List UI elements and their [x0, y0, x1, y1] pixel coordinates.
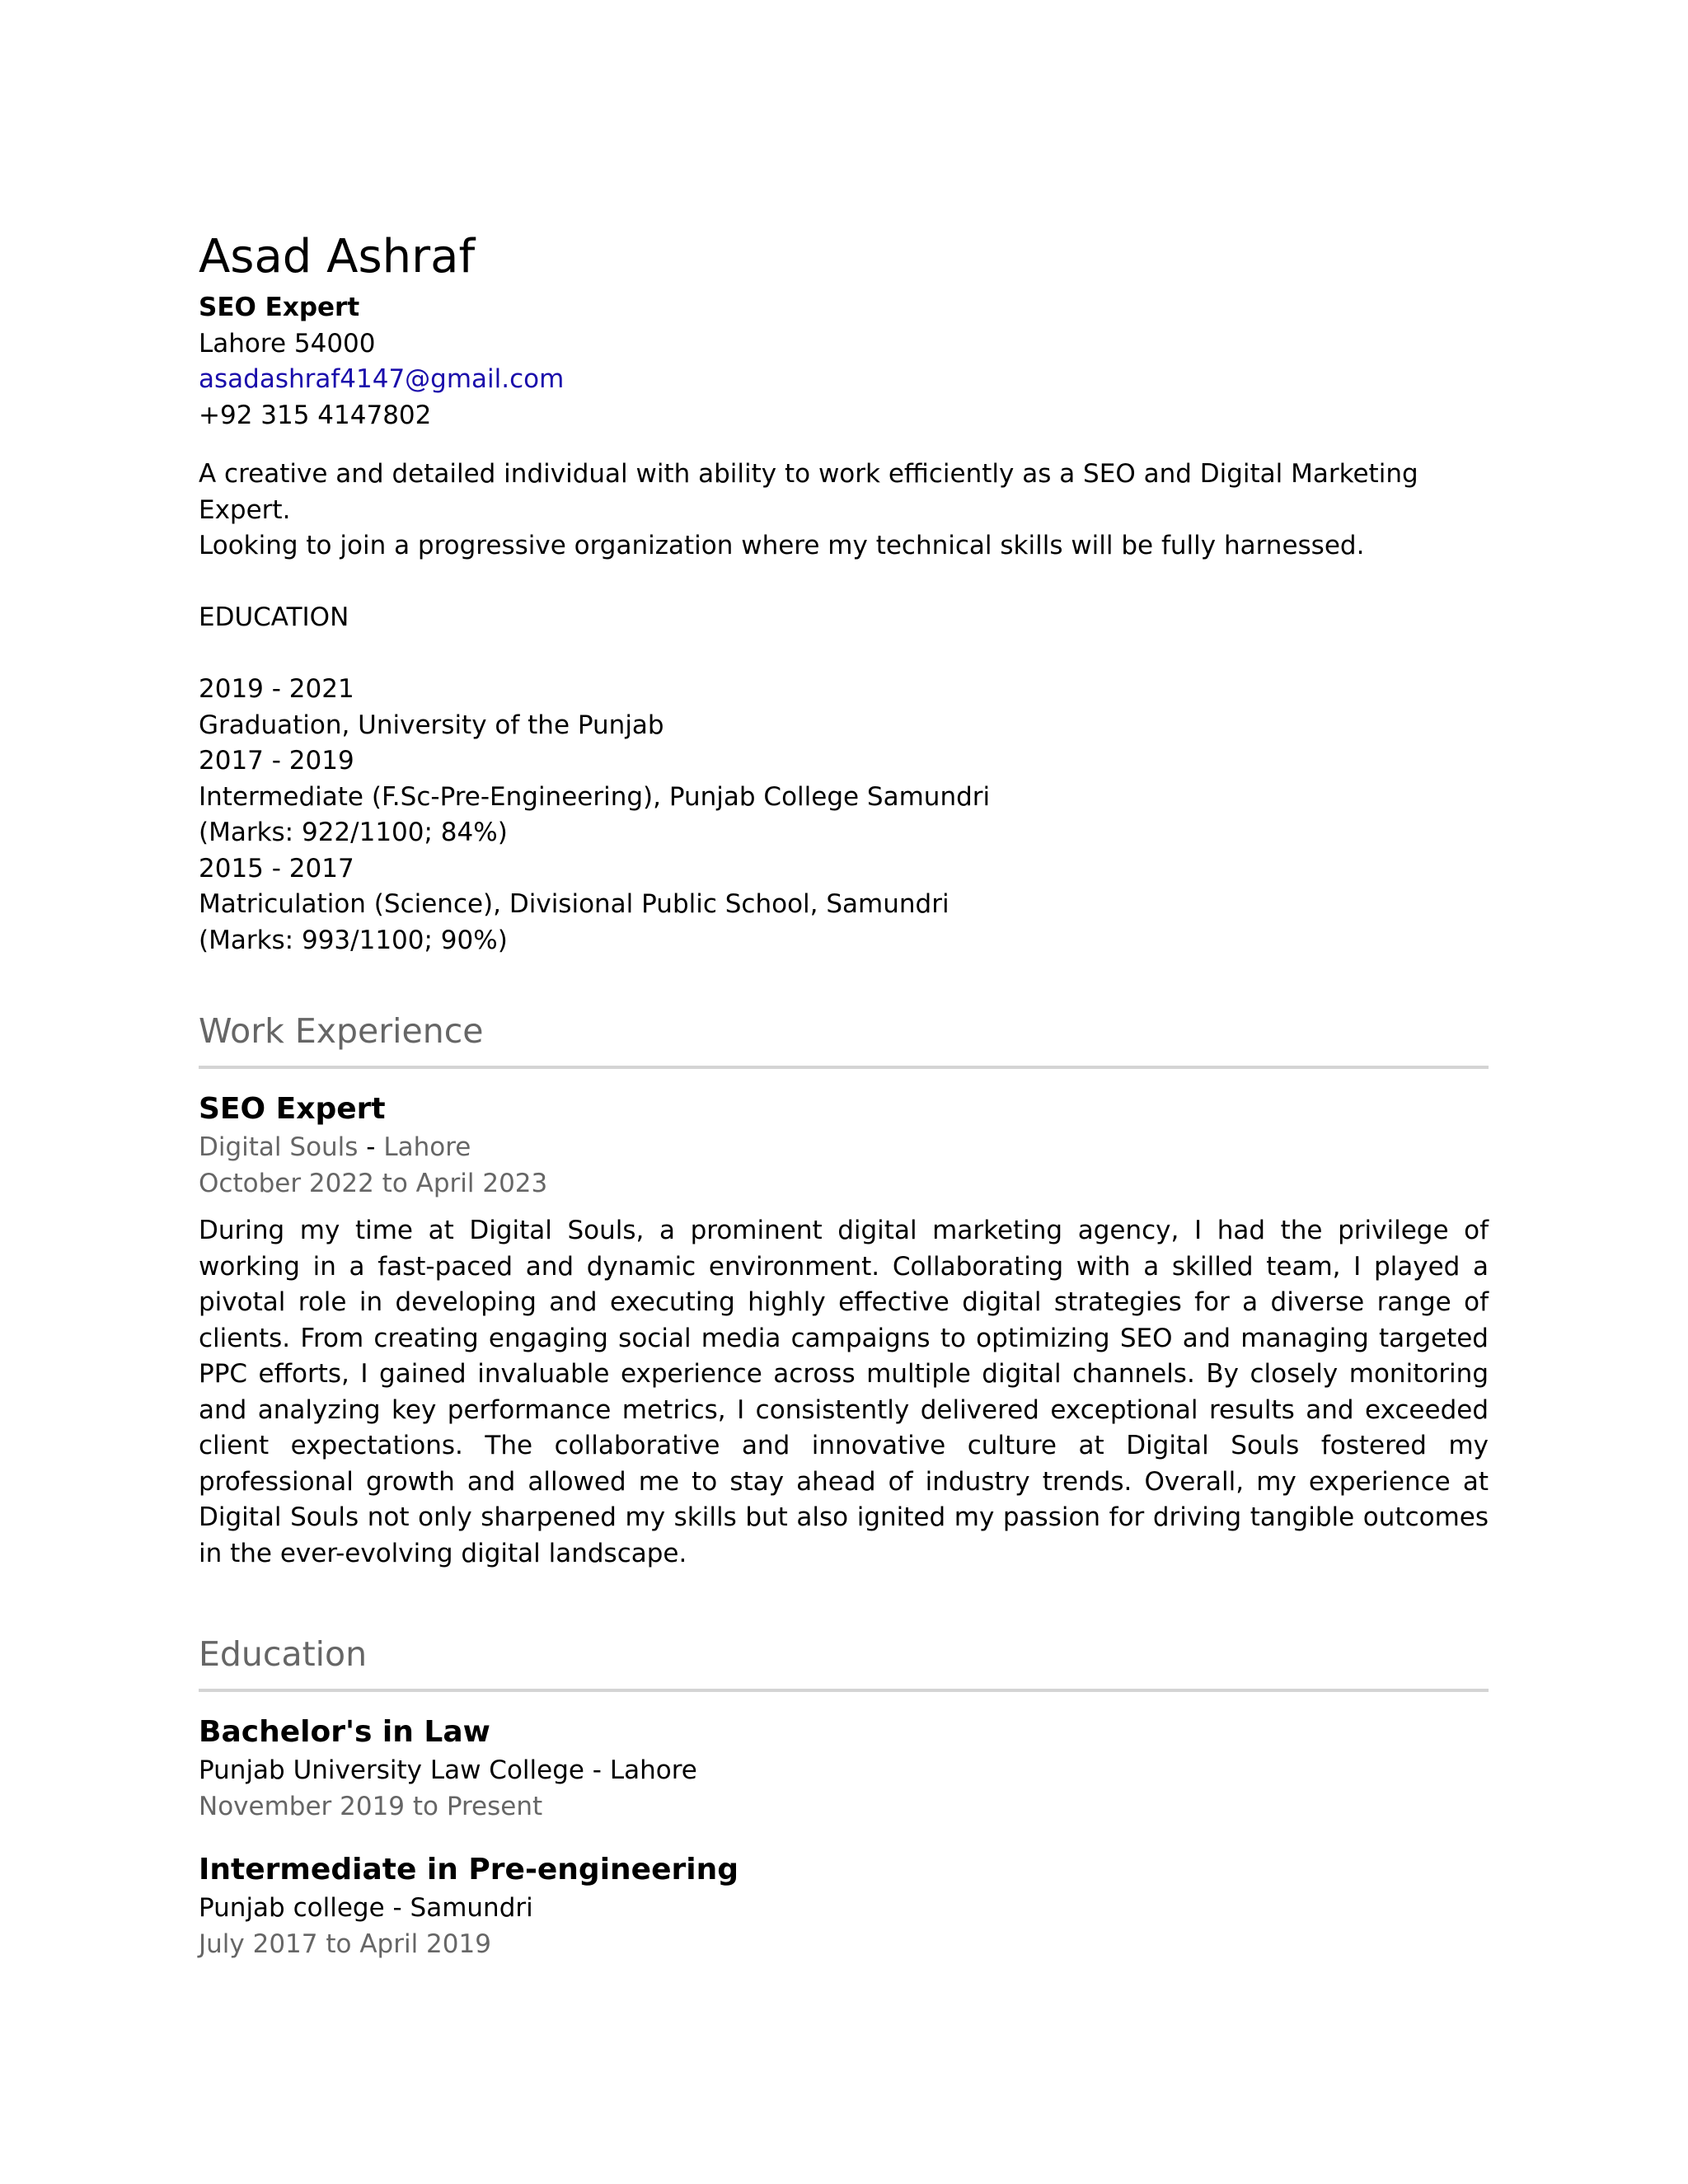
education-text-line: 2017 - 2019	[199, 746, 354, 776]
job-dates: October 2022 to April 2023	[199, 1168, 548, 1198]
education-text-line: (Marks: 993/1100; 90%)	[199, 925, 508, 955]
education-entry	[199, 1849, 1489, 1962]
education-text-line: Intermediate (F.Sc-Pre-Engineering), Punjab College Samundri	[199, 781, 991, 812]
education-degree: Intermediate in Pre-engineering	[199, 1853, 738, 1886]
job-description: During my time at Digital Souls, a prominent digital marketing agency, I had the privilege of working in a fast-paced and dynamic environment. Collaborating with a skilled team, I played a pivotal role in developing and executing highly effective digital strategies for a diverse range of clients. From creating engaging social media campaigns to optimizing SEO and managing targeted PPC efforts, I gained invaluable experience across multiple digital channels. By closely monitoring and analyzing key performance metrics, I consistently delivered exceptional results and exceeded client expectations. The collaborative and innovative culture at Digital Souls fostered my professional growth and allowed me to stay ahead of industry trends. Overall, my experience at Digital Souls not only sharpened my skills but also ignited my passion for driving tangible outcomes in the ever-evolving digital landscape.	[199, 1216, 1489, 1568]
education-section	[199, 1631, 1489, 1962]
resume-page	[199, 224, 1489, 1987]
education-text-line: (Marks: 922/1100; 84%)	[199, 818, 508, 847]
education-entry	[199, 1712, 1489, 1825]
job-location: Lahore	[383, 1132, 471, 1162]
education-institution: Punjab University Law College - Lahore	[199, 1755, 697, 1785]
section-divider	[199, 1066, 1489, 1069]
job-separator: -	[358, 1132, 384, 1162]
candidate-title: SEO Expert	[199, 293, 360, 322]
work-experience-section	[199, 1008, 1489, 1572]
education-text-line: Graduation, University of the Punjab	[199, 710, 664, 740]
candidate-location: Lahore 54000	[199, 328, 376, 359]
summary-line-2: Looking to join a progressive organization where my technical skills will be fully harnessed.	[199, 531, 1365, 560]
candidate-name: Asad Ashraf	[199, 230, 476, 284]
education-text-heading: EDUCATION	[199, 602, 349, 632]
email-link[interactable]: asadashraf4147@gmail.com	[199, 364, 565, 394]
job-company: Digital Souls	[199, 1132, 359, 1162]
section-title-work-experience: Work Experience	[199, 1011, 484, 1051]
education-text-line: Matriculation (Science), Divisional Public School, Samundri	[199, 889, 950, 919]
education-text-list	[199, 672, 1489, 958]
education-text-line: 2015 - 2017	[199, 853, 354, 883]
summary-line-1: A creative and detailed individual with ability to work efficiently as a SEO and Digital Marketing Expert.	[199, 459, 1418, 525]
education-text-line: 2019 - 2021	[199, 674, 354, 704]
section-divider	[199, 1689, 1489, 1692]
education-degree: Bachelor's in Law	[199, 1715, 490, 1749]
job-title: SEO Expert	[199, 1092, 386, 1126]
phone-number: +92 315 4147802	[199, 400, 432, 430]
job-employer	[199, 1130, 1489, 1166]
education-institution: Punjab college - Samundri	[199, 1893, 533, 1923]
education-dates: July 2017 to April 2019	[199, 1929, 491, 1959]
section-title-education: Education	[199, 1634, 368, 1674]
education-dates: November 2019 to Present	[199, 1791, 543, 1821]
summary	[199, 457, 1489, 565]
job-entry	[199, 1089, 1489, 1572]
